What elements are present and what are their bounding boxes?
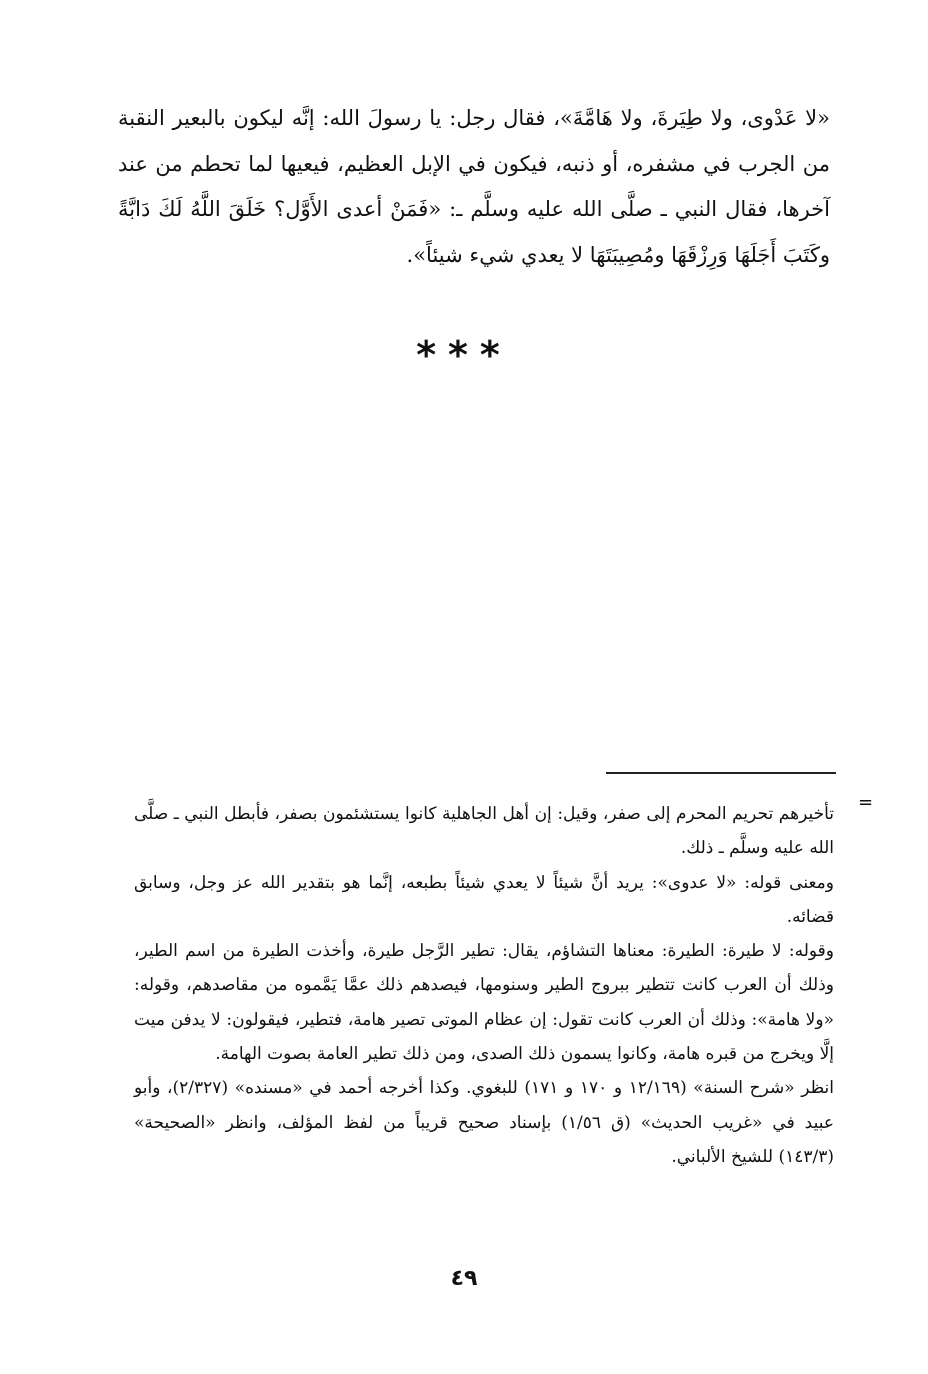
footnote-paragraph-4: انظر «شرح السنة» (١٢/١٦٩ و ١٧٠ و ١٧١) للبغوي. وكذا أخرجه أحمد في «مسنده» (٢/٣٢٧)، وأبو عبيد في «غريب الحديث» (ق ١/٥٦) بإسناد صحيح قريباً من لفظ المؤلف، وانظر «الصحيحة» (١٤٣/٣) للشيخ الألباني. (134, 1078, 834, 1167)
footnote-divider (606, 772, 836, 774)
footnotes-block (134, 797, 834, 1174)
page-number: ٤٩ (450, 1266, 478, 1291)
footnote-paragraph-1: تأخيرهم تحريم المحرم إلى صفر، وقيل: إن أهل الجاهلية كانوا يستشئمون بصفر، فأبطل النبي ـ صلَّى الله عليه وسلَّم ـ ذلك. (134, 804, 834, 859)
footnote-continuation-marker: = (858, 792, 874, 813)
hadith-paragraph: «لا عَدْوى، ولا طِيَرةَ، ولا هَامَّةَ»، فقال رجل: يا رسولَ الله: إنَّه ليكون بالبعير النقبة من الجرب في مشفره، أو ذنبه، فيكون في الإبل العظيم، فيعيها لما تحطم من عند آخرها، فقال النبي ـ صلَّى الله عليه وسلَّم ـ: «فَمَنْ أعدى الأَوَّل؟ خَلَقَ اللَّهُ لَكَ دَابَّةً وكَتَبَ أَجَلَهَا وَرِزْقَهَا ومُصِيبَتَهَا لا يعدي شيء شيئاً». (118, 106, 830, 267)
footnote-paragraph-3: وقوله: لا طيرة: الطيرة: معناها التشاؤم، يقال: تطير الرَّجل طيرة، وأخذت الطيرة من اسم الطير، وذلك أن العرب كانت تتطير ببروج الطير وسنومها، فيصدهم ذلك عمَّا يَمَّموه من مقاصدهم، وقوله: «ولا هامة»: وذلك أن العرب كانت تقول: إن عظام الموتى تصير هامة، فتطير، فيقولون: لا يدفن ميت إلَّا ويخرج من قبره هامة، وكانوا يسمون ذلك الصدى، ومن ذلك تطير العامة بصوت الهامة. (134, 941, 834, 1065)
hadith-text-block (118, 96, 830, 278)
section-separator-stars: *** (416, 333, 512, 377)
footnote-paragraph-2: ومعنى قوله: «لا عدوى»: يريد أنَّ شيئاً لا يعدي شيئاً بطبعه، إنَّما هو بتقدير الله عز وجل، وسابق قضائه. (134, 872, 834, 927)
